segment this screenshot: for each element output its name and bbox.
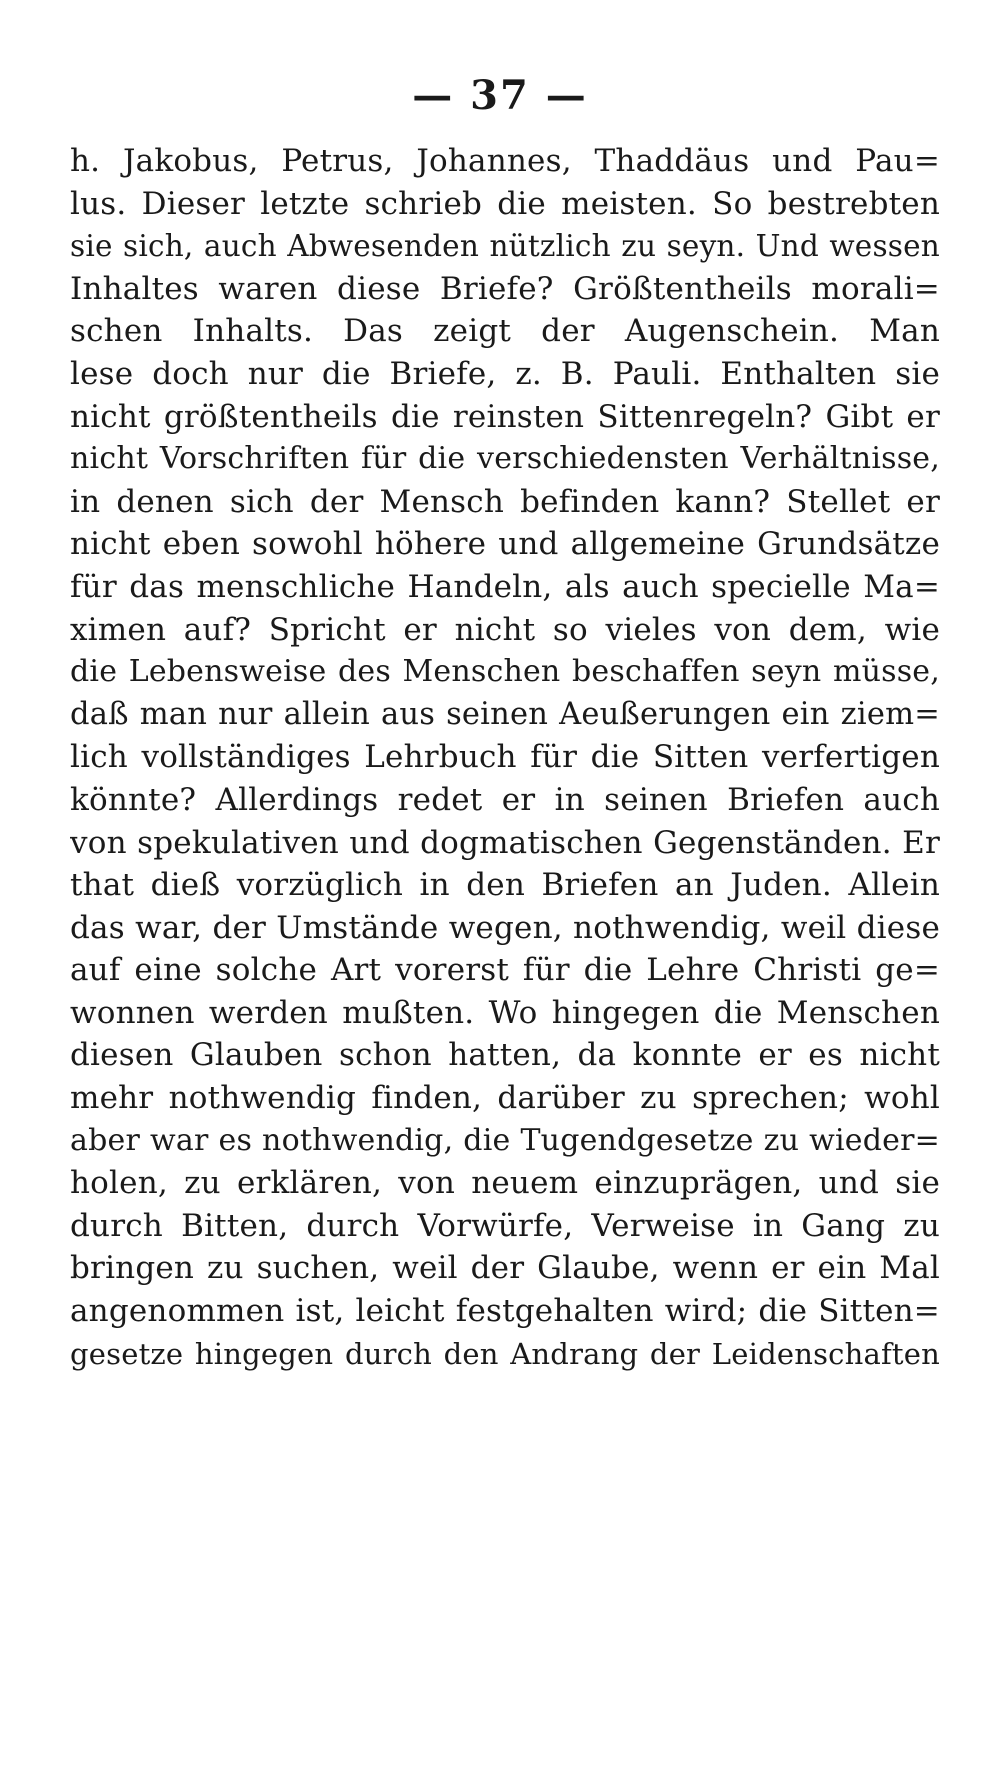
text-line: das war, der Umstände wegen, nothwendig, weil diese xyxy=(70,909,940,946)
text-line: that dieß vorzüglich in den Briefen an Juden. Allein xyxy=(70,867,940,904)
text-line: ximen auf? Spricht er nicht so vieles von dem, wie xyxy=(70,611,940,648)
text-line: in denen sich der Mensch befinden kann? Stellet er xyxy=(70,483,940,520)
text-line: gesetze hingegen durch den Andrang der Leidenschaften xyxy=(70,1336,940,1371)
body-text xyxy=(70,140,940,1375)
text-line: holen, zu erklären, von neuem einzuprägen, und sie xyxy=(70,1165,940,1202)
text-line: auf eine solche Art vorerst für die Lehre Christi ge= xyxy=(70,952,940,989)
text-line: von spekulativen und dogmatischen Gegenständen. Er xyxy=(70,824,940,861)
text-line: mehr nothwendig finden, darüber zu sprechen; wohl xyxy=(70,1080,940,1117)
text-line: sie sich, auch Abwesenden nützlich zu seyn. Und wessen xyxy=(70,229,940,264)
text-line: durch Bitten, durch Vorwürfe, Verweise in Gang zu xyxy=(70,1207,940,1244)
text-line: diesen Glauben schon hatten, da konnte er es nicht xyxy=(70,1037,940,1074)
text-line: angenommen ist, leicht festgehalten wird; die Sitten= xyxy=(70,1293,940,1330)
text-line: nicht eben sowohl höhere und allgemeine Grundsätze xyxy=(70,526,940,563)
text-line: die Lebensweise des Menschen beschaffen seyn müsse, xyxy=(70,654,940,690)
text-line: schen Inhalts. Das zeigt der Augenschein. Man xyxy=(70,313,940,350)
text-line: daß man nur allein aus seinen Aeußerungen ein ziem= xyxy=(70,696,940,732)
page-number: — 37 — xyxy=(412,72,588,119)
text-line: h. Jakobus, Petrus, Johannes, Thaddäus und Pau= xyxy=(70,143,940,179)
text-line: aber war es nothwendig, die Tugendgesetze zu wieder= xyxy=(70,1122,940,1158)
text-line: lich vollständiges Lehrbuch für die Sitten verfertigen xyxy=(70,739,940,776)
text-line: Inhaltes waren diese Briefe? Größtentheils morali= xyxy=(70,270,940,307)
text-line: könnte? Allerdings redet er in seinen Briefen auch xyxy=(70,781,940,818)
text-line: für das menschliche Handeln, als auch specielle Ma= xyxy=(70,568,940,605)
text-line: lese doch nur die Briefe, z. B. Pauli. Enthalten sie xyxy=(70,355,940,392)
text-line: nicht größtentheils die reinsten Sittenregeln? Gibt er xyxy=(70,398,940,435)
text-line: lus. Dieser letzte schrieb die meisten. So bestrebten xyxy=(70,185,940,222)
text-line: bringen zu suchen, weil der Glaube, wenn er ein Mal xyxy=(70,1250,940,1287)
text-line: nicht Vorschriften für die verschiedensten Verhältnisse, xyxy=(70,441,940,477)
text-line: wonnen werden mußten. Wo hingegen die Menschen xyxy=(70,994,940,1031)
